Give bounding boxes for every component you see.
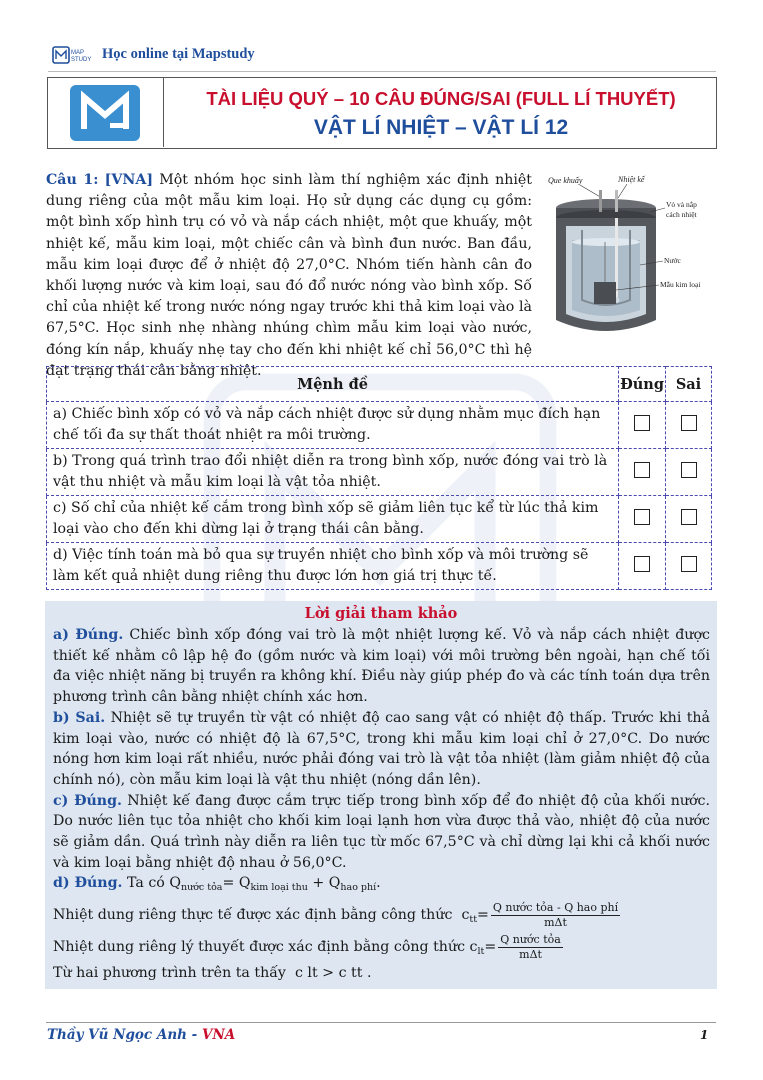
formula-1-sub: tt: [469, 914, 478, 926]
solution-b-text: Nhiệt sẽ tự truyền từ vật có nhiệt độ cao sang vật có nhiệt độ thấp. Trước khi thả kim loại vào, nước có nhiệt độ là 67,5°C, trong khi mẫu kim loại chỉ ở 27,0°C. Do nước nóng hơn kim loại rất nhiều, nước phải đóng vai trò là vật tỏa nhiệt (làm giảm nhiệt độ của chính nó), còn mẫu kim loại là vật thu nhiệt (nóng dần lên).: [53, 709, 711, 788]
page-number: 1: [700, 1028, 709, 1042]
solution-d-text: Ta có: [126, 875, 165, 892]
footer-author-name: Thầy Vũ Ngọc Anh -: [47, 1027, 202, 1043]
eq-sub3: hao phí: [340, 882, 377, 894]
checkbox-false-c[interactable]: [666, 496, 712, 543]
question-text: [46, 170, 532, 382]
formula-2-c: c: [469, 939, 478, 956]
conclusion-expr: c lt > c tt .: [294, 965, 372, 982]
conclusion-text: Từ hai phương trình trên ta thấy: [53, 965, 286, 982]
statement-b: b) Trong quá trình trao đổi nhiệt diễn ra trong bình xốp, nước đóng vai trò là vật thu nhiệt và mẫu kim loại là vật tỏa nhiệt.: [47, 449, 619, 496]
checkbox-false-d[interactable]: [666, 543, 712, 590]
calorimeter-figure: [542, 170, 722, 360]
formula-1-fraction: [491, 901, 620, 930]
formula-1-den: mΔt: [544, 915, 567, 929]
formula-2-text: Nhiệt dung riêng lý thuyết được xác định bằng công thức: [53, 939, 466, 956]
label-thermometer: Nhiệt kế: [618, 175, 645, 184]
header-statement: Mệnh đề: [47, 367, 619, 402]
table-header-row: [47, 367, 712, 402]
site-header-text: Học online tại Mapstudy: [102, 46, 255, 62]
statements-table: [46, 366, 712, 590]
solution-a-text: Chiếc bình xốp đóng vai trò là một nhiệt lượng kế. Vỏ và nắp cách nhiệt được thiết kế nhằm cô lập hệ đo (gồm nước và kim loại) với môi trường bên ngoài, hạn chế tối đa việc nhiệt năng bị truyền ra không khí. Điều này giúp phép đo và các tính toán dựa trên phương trình cân bằng nhiệt chính xác hơn.: [53, 627, 710, 706]
formula-1: Nhiệt dung riêng thực tế được xác định bằng công thức $c_{tt}=$ $\frac{\text{Q nước tỏa - Q hao phí}}{\text{mΔt}}$: [53, 900, 619, 929]
label-metal: Mẫu kim loại: [660, 280, 701, 289]
svg-text:STUDY: STUDY: [71, 57, 92, 63]
solution-c: [53, 791, 710, 874]
eq-end: .: [376, 875, 381, 892]
footer-author-tag: VNA: [201, 1027, 236, 1043]
solution-box: [45, 601, 717, 989]
header-true: Đúng: [619, 367, 666, 402]
label-shell-2: cách nhiệt: [666, 210, 697, 219]
table-row: [47, 496, 712, 543]
label-stirrer: Que khuấy: [548, 176, 583, 185]
table-row: [47, 402, 712, 449]
question-body: Một nhóm học sinh làm thí nghiệm xác định nhiệt dung riêng của một mẫu kim loại. Họ sử dụng các dụng cụ gồm: một bình xốp hình trụ có vỏ và nắp cách nhiệt, một que khuấy, một nhiệt kế, mẫu kim loại, một chiếc cân và bình đun nước. Ban đầu, mẫu kim loại được để ở nhiệt độ 27,0°C. Nhóm tiến hành cân đo khối lượng nước và kim loại, sau đó đổ nước nóng vào bình xốp. Số chỉ của nhiệt kế trong nước nóng ngay trước khi thả kim loại vào là 67,5°C. Học sinh nhẹ nhàng nhúng chìm mẫu kim loại vào nước, đóng kín nắp, khuấy nhẹ tay cho đến khi nhiệt kế chỉ 56,0°C thì hệ đạt trạng thái cân bằng nhiệt.: [46, 172, 532, 379]
solution-d-label: d) Đúng.: [53, 875, 123, 892]
title-line-1: TÀI LIỆU QUÝ – 10 CÂU ĐÚNG/SAI (FULL LÍ THUYẾT): [206, 88, 676, 109]
formula-1-c: c: [461, 907, 470, 924]
checkbox-false-a[interactable]: [666, 402, 712, 449]
footer-divider: [46, 1022, 716, 1023]
eq-sub1: nước tỏa: [180, 882, 223, 894]
conclusion: [53, 963, 710, 984]
eq-q1: Q: [169, 875, 181, 892]
table-row: [47, 449, 712, 496]
title-box: [47, 77, 717, 149]
title-line-2: VẬT LÍ NHIỆT – VẬT LÍ 12: [313, 116, 569, 139]
label-shell-1: Vỏ và nắp: [666, 200, 697, 209]
solution-d: [53, 873, 710, 899]
solution-body: [53, 625, 710, 984]
formula-1-text: Nhiệt dung riêng thực tế được xác định bằng công thức: [53, 907, 453, 924]
formula-2-fraction: [498, 933, 563, 962]
title-logo-cell: [48, 78, 164, 147]
mapstudy-logo: [70, 85, 140, 141]
checkbox-true-b[interactable]: [619, 449, 666, 496]
question-tag: [VNA]: [104, 172, 154, 188]
statement-c: c) Số chỉ của nhiệt kế cắm trong bình xốp sẽ giảm liên tục kể từ lúc thả kim loại vào cho đến khi dừng lại ở trạng thái cân bằng.: [47, 496, 619, 543]
header-divider: [48, 71, 716, 72]
formula-2-num: Q nước tỏa: [500, 932, 561, 946]
solution-b: [53, 708, 710, 791]
header-false: Sai: [666, 367, 712, 402]
checkbox-true-d[interactable]: [619, 543, 666, 590]
solution-b-label: b) Sai.: [53, 709, 106, 726]
statement-a: a) Chiếc bình xốp có vỏ và nắp cách nhiệt được sử dụng nhằm mục đích hạn chế tối đa sự thất thoát nhiệt ra môi trường.: [47, 402, 619, 449]
formula-2-den: mΔt: [519, 947, 542, 961]
footer-author: [47, 1027, 235, 1043]
solution-title: Lời giải tham khảo: [304, 605, 458, 622]
mapstudy-small-logo: [52, 46, 98, 66]
checkbox-false-b[interactable]: [666, 449, 712, 496]
solution-c-text: Nhiệt kế đang được cắm trực tiếp trong bình xốp để đo nhiệt độ của khối nước. Do nước liên tục tỏa nhiệt cho khối kim loại lạnh hơn vừa được thả vào, nhiệt độ của nước sẽ giảm dần. Quá trình này diễn ra liên tục từ mốc 67,5°C và chỉ dừng lại khi cả khối nước và kim loại bằng nhiệt độ nhau ở 56,0°C.: [53, 792, 710, 871]
svg-text:MAP: MAP: [71, 50, 85, 56]
solution-a-label: a) Đúng.: [53, 627, 124, 643]
solution-c-label: c) Đúng.: [53, 792, 122, 809]
formula-1-num: Q nước tỏa - Q hao phí: [492, 900, 619, 914]
eq-mid: = Q: [222, 875, 251, 892]
eq-plus: + Q: [307, 875, 341, 892]
question-label: Câu 1:: [46, 172, 99, 188]
formula-2: Nhiệt dung riêng lý thuyết được xác định bằng công thức $c_{lt}=$ $\frac{\text{Q nước tỏa}}{\text{mΔt}}$: [53, 932, 561, 961]
checkbox-true-c[interactable]: [619, 496, 666, 543]
label-water: Nước: [664, 256, 681, 265]
formula-2-sub: lt: [477, 946, 485, 958]
eq-sub2: kim loại thu: [250, 882, 308, 894]
solution-a: [53, 625, 710, 708]
statement-d: d) Việc tính toán mà bỏ qua sự truyền nhiệt cho bình xốp và môi trường sẽ làm kết quả nhiệt dung riêng thu được lớn hơn giá trị thực tế.: [47, 543, 619, 590]
checkbox-true-a[interactable]: [619, 402, 666, 449]
table-row: [47, 543, 712, 590]
